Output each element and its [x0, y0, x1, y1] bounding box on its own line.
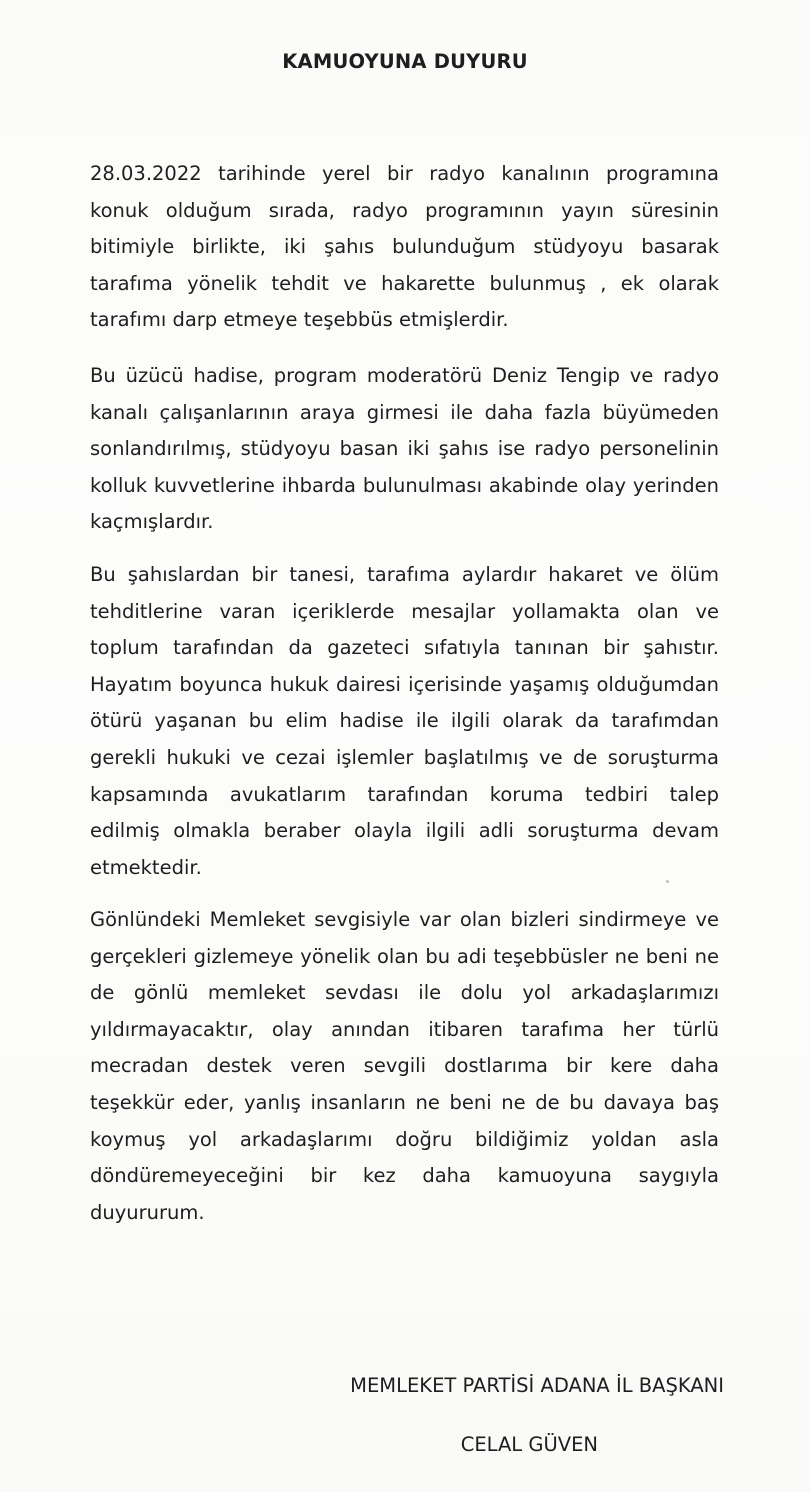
signature-position: MEMLEKET PARTİSİ ADANA İL BAŞKANI — [350, 1374, 724, 1397]
paragraph-3: Bu şahıslardan bir tanesi, tarafıma aylardır hakaret ve ölüm tehditlerine varan içeriklerde mesajlar yollamakta olan ve toplum tarafından da gazeteci sıfatıyla tanınan bir şahıstır. Hayatım boyunca hukuk dairesi içerisinde yaşamış olduğumdan ötürü yaşanan bu elim hadise ile ilgili olarak da tarafımdan gerekli hukuki ve cezai işlemler başlatılmış ve de soruşturma kapsamında avukatlarım tarafından koruma tedbiri talep edilmiş olmakla beraber olayla ilgili adli soruşturma devam etmektedir. — [90, 563, 719, 879]
document-title: KAMUOYUNA DUYURU — [282, 50, 528, 73]
paragraph-4: Gönlündeki Memleket sevgisiyle var olan bizleri sindirmeye ve gerçekleri gizlemeye yönelik olan bu adi teşebbüsler ne beni ne de gönlü memleket sevdası ile dolu yol arkadaşlarımızı yıldırmayacaktır, olay anından itibaren tarafıma her türlü mecradan destek veren sevgili dostlarıma bir kere daha teşekkür eder, yanlış insanların ne beni ne de bu davaya baş koymuş yol arkadaşlarımı doğru bildiğimiz yoldan asla döndüremeyeceğini bir kez daha kamuoyuna saygıyla duyururum. — [90, 908, 719, 1224]
paragraph-1: 28.03.2022 tarihinde yerel bir radyo kanalının programına konuk olduğum sırada, radyo programının yayın süresinin bitimiyle birlikte, iki şahıs bulunduğum stüdyoyu basarak tarafıma yönelik tehdit ve hakarette bulunmuş , ek olarak tarafımı darp etmeye teşebbüs etmişlerdir. — [90, 162, 719, 332]
signature-name: CELAL GÜVEN — [460, 1433, 598, 1456]
paper-speck — [666, 880, 669, 883]
paragraph-2: Bu üzücü hadise, program moderatörü Deniz Tengip ve radyo kanalı çalışanlarının araya girmesi ile daha fazla büyümeden sonlandırılmış, stüdyoyu basan iki şahıs ise radyo personelinin kolluk kuvvetlerine ihbarda bulunulması akabinde olay yerinden kaçmışlardır. — [90, 364, 719, 534]
